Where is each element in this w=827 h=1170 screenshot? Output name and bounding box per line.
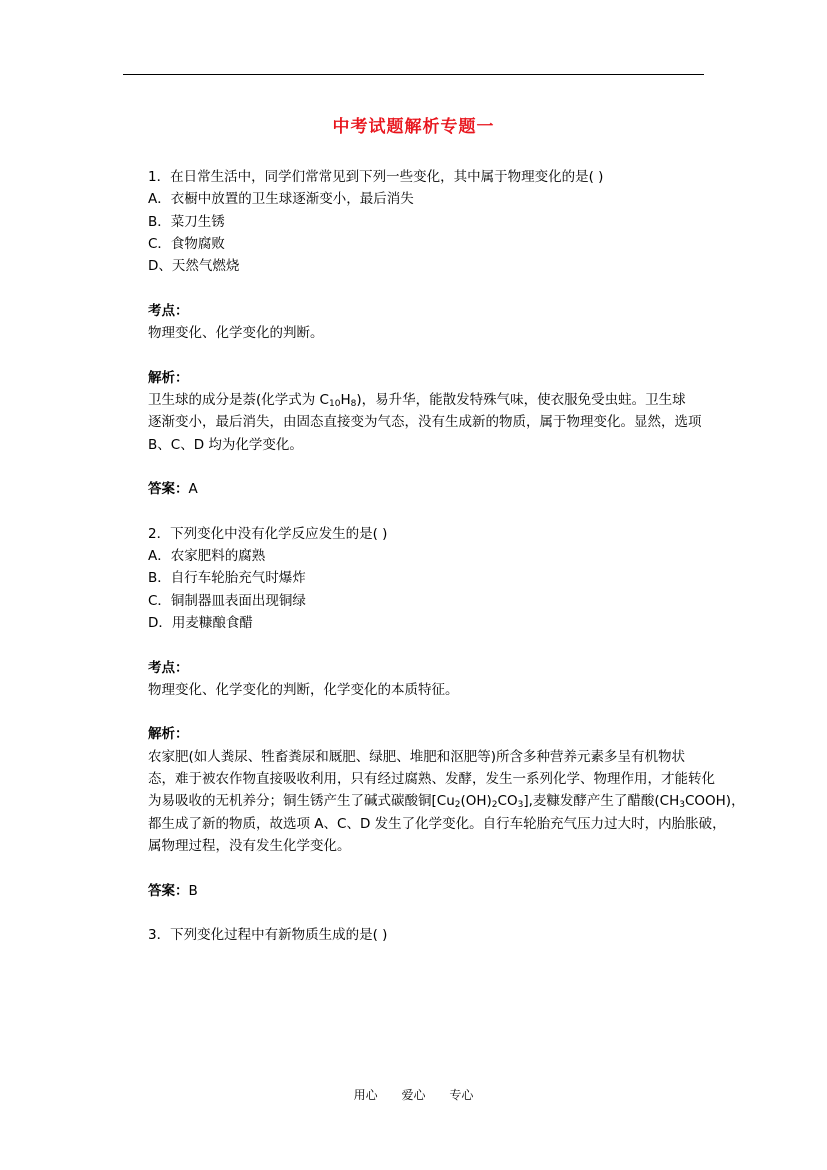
- q1-option-a: A．衣橱中放置的卫生球逐渐变小，最后消失: [148, 191, 414, 208]
- q1-jiexi-label: 解析：: [148, 369, 189, 386]
- q1-jiexi-line-2: 逐渐变小，最后消失，由固态直接变为气态，没有生成新的物质，属于物理变化。显然，选项: [148, 414, 702, 431]
- q2-option-b: B．自行车轮胎充气时爆炸: [148, 570, 306, 587]
- page-footer: [0, 1086, 827, 1103]
- q2-option-c: C．铜制器皿表面出现铜绿: [148, 592, 306, 609]
- q2-option-d: D．用麦糠酿食醋: [148, 614, 253, 631]
- q1-option-b: B．菜刀生锈: [148, 213, 225, 230]
- q2-jiexi-line-1: 农家肥(如人粪尿、牲畜粪尿和厩肥、绿肥、堆肥和沤肥等)所含多种营养元素多呈有机物状: [148, 748, 686, 765]
- q2-answer: 答案：B: [148, 882, 198, 899]
- q2-jiexi-line-3: 为易吸收的无机养分；铜生锈产生了碱式碳酸铜$[Cu_2(OH)_2CO_3]$,麦糠发酵产生了醋酸$(CH_3COOH)$，: [148, 793, 745, 811]
- footer-text-1: 用心: [353, 1088, 378, 1102]
- q2-option-a: A．农家肥料的腐熟: [148, 548, 266, 565]
- q2-jiexi-line-2: 态，难于被农作物直接吸收利用，只有经过腐熟、发酵，发生一系列化学、物理作用，才能转化: [148, 771, 715, 788]
- footer-text-2: 爱心: [401, 1088, 426, 1102]
- header-rule: [123, 74, 704, 75]
- q2-jiexi-label: 解析：: [148, 726, 189, 743]
- q1-stem: 1．在日常生活中，同学们常常见到下列一些变化，其中属于物理变化的是( ): [148, 169, 604, 185]
- document-body: [148, 166, 745, 946]
- page-title: 中考试题解析专题一: [332, 117, 495, 137]
- q1-answer: 答案：A: [148, 481, 198, 498]
- q1-option-c: C．食物腐败: [148, 235, 225, 252]
- q1-jiexi-line-3: B、C、D 均为化学变化。: [148, 436, 303, 453]
- q1-jiexi-line-1: 卫生球的成分是萘(化学式为 $C_{10}H_8$)，易升华，能散发特殊气味，使衣服免受虫蛀。卫生球: [148, 391, 686, 409]
- q1-kaodian-label: 考点：: [148, 302, 189, 319]
- q2-kaodian-label: 考点：: [148, 659, 189, 676]
- q2-jiexi-line-4: 都生成了新的物质，故选项 A、C、D 发生了化学变化。自行车轮胎充气压力过大时，内胎胀破，: [148, 815, 726, 832]
- q2-stem: 2．下列变化中没有化学反应发生的是( ): [148, 525, 388, 542]
- q3-stem: 3．下列变化过程中有新物质生成的是( ): [148, 927, 388, 944]
- footer-text-3: 专心: [449, 1088, 474, 1102]
- q2-jiexi-line-5: 属物理过程，没有发生化学变化。: [148, 837, 351, 854]
- q2-kaodian: 物理变化、化学变化的判断，化学变化的本质特征。: [148, 681, 459, 698]
- q1-option-d: D、天然气燃烧: [148, 258, 240, 275]
- q1-kaodian: 物理变化、化学变化的判断。: [148, 325, 324, 342]
